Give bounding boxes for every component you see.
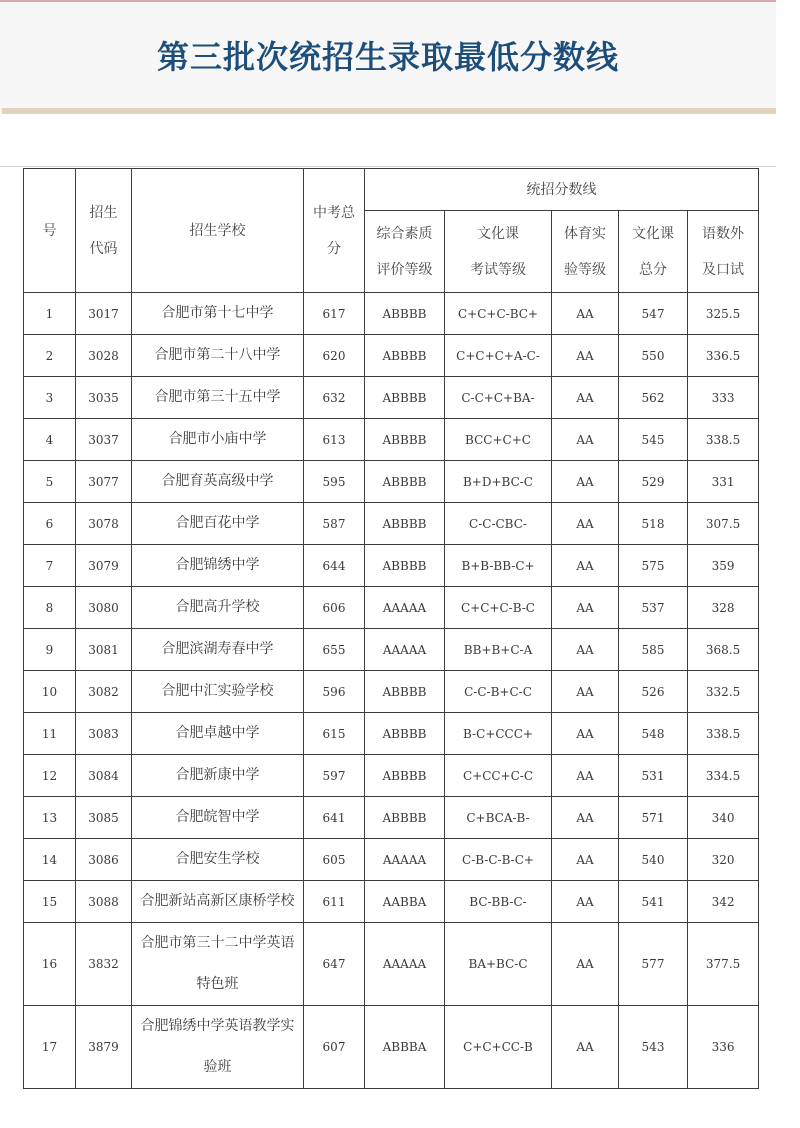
cell-pe-grade: AA [552, 377, 619, 419]
school-name-line: 特色班 [196, 976, 239, 992]
cell-culture-grade: C-C+C+BA- [445, 377, 552, 419]
cell-pe-grade: AA [552, 671, 619, 713]
table-row [24, 671, 759, 713]
cell-code: 3879 [76, 1006, 132, 1089]
title-banner [0, 0, 776, 112]
cell-culture-total: 529 [619, 461, 688, 503]
header-index: 号 [24, 169, 76, 293]
table-row [24, 923, 759, 1006]
table-row [24, 377, 759, 419]
header-quality-line1: 综合素质 [376, 225, 433, 242]
cell-code: 3832 [76, 923, 132, 1006]
header-cme-line2: 及口试 [702, 261, 745, 278]
header-pe-grade [552, 211, 619, 293]
cell-culture-total: 585 [619, 629, 688, 671]
school-name-line: 合肥市小庙中学 [168, 431, 267, 447]
school-name-line: 合肥育英高级中学 [161, 473, 274, 489]
cell-index: 8 [24, 587, 76, 629]
cell-school [132, 587, 304, 629]
cell-culture-total: 547 [619, 293, 688, 335]
cell-culture-grade: C-C-CBC- [445, 503, 552, 545]
cell-index: 11 [24, 713, 76, 755]
cell-index: 9 [24, 629, 76, 671]
cell-total: 647 [304, 923, 365, 1006]
table-row [24, 713, 759, 755]
cell-culture-total: 550 [619, 335, 688, 377]
cell-culture-total: 548 [619, 713, 688, 755]
cell-culture-total: 526 [619, 671, 688, 713]
table-row [24, 419, 759, 461]
cell-quality-grade: ABBBB [365, 755, 445, 797]
cell-code: 3086 [76, 839, 132, 881]
cell-culture-total: 518 [619, 503, 688, 545]
cell-quality-grade: ABBBB [365, 545, 445, 587]
cell-code: 3088 [76, 881, 132, 923]
cell-culture-grade: C+C+C-B-C [445, 587, 552, 629]
cell-cme-oral: 320 [688, 839, 759, 881]
cell-code: 3082 [76, 671, 132, 713]
cell-cme-oral: 328 [688, 587, 759, 629]
header-total [304, 169, 365, 293]
table-row [24, 545, 759, 587]
cell-total: 644 [304, 545, 365, 587]
header-cme-line1: 语数外 [702, 225, 745, 242]
table-row [24, 881, 759, 923]
school-name-line: 合肥市第三十二中学英语 [140, 935, 295, 951]
cell-index: 7 [24, 545, 76, 587]
cell-culture-grade: C+BCA-B- [445, 797, 552, 839]
header-culture-total-line2: 总分 [639, 261, 667, 278]
cell-school [132, 545, 304, 587]
cell-quality-grade: ABBBB [365, 713, 445, 755]
header-culture-grade-line1: 文化课 [477, 225, 519, 242]
cell-school [132, 293, 304, 335]
cell-pe-grade: AA [552, 881, 619, 923]
score-table [23, 168, 759, 1089]
cell-quality-grade: ABBBB [365, 293, 445, 335]
cell-culture-total: 571 [619, 797, 688, 839]
cell-culture-total: 541 [619, 881, 688, 923]
cell-total: 605 [304, 839, 365, 881]
cell-school [132, 671, 304, 713]
header-culture-grade [445, 211, 552, 293]
cell-total: 641 [304, 797, 365, 839]
cell-culture-grade: BA+BC-C [445, 923, 552, 1006]
cell-cme-oral: 325.5 [688, 293, 759, 335]
cell-code: 3079 [76, 545, 132, 587]
school-name-line: 合肥高升学校 [175, 599, 260, 615]
school-name-line: 合肥新站高新区康桥学校 [140, 893, 295, 909]
header-group-cutoff: 统招分数线 [365, 169, 759, 211]
school-name-line: 合肥市第三十五中学 [154, 389, 281, 405]
school-name-line: 合肥皖智中学 [175, 809, 260, 825]
cell-quality-grade: ABBBB [365, 671, 445, 713]
cell-school [132, 461, 304, 503]
cell-quality-grade: ABBBA [365, 1006, 445, 1089]
header-quality-grade [365, 211, 445, 293]
cell-school [132, 839, 304, 881]
cell-cme-oral: 359 [688, 545, 759, 587]
header-culture-total-line1: 文化课 [632, 225, 674, 242]
cell-school [132, 377, 304, 419]
cell-pe-grade: AA [552, 797, 619, 839]
table-row [24, 587, 759, 629]
table-row [24, 335, 759, 377]
cell-pe-grade: AA [552, 629, 619, 671]
header-school: 招生学校 [132, 169, 304, 293]
banner-bottom-border [2, 108, 776, 114]
cell-pe-grade: AA [552, 713, 619, 755]
cell-total: 596 [304, 671, 365, 713]
cell-school [132, 755, 304, 797]
cell-culture-total: 537 [619, 587, 688, 629]
cell-total: 620 [304, 335, 365, 377]
cell-culture-grade: C+C+C-BC+ [445, 293, 552, 335]
cell-index: 6 [24, 503, 76, 545]
cell-code: 3083 [76, 713, 132, 755]
cell-pe-grade: AA [552, 461, 619, 503]
school-name-line: 合肥滨湖寿春中学 [161, 641, 274, 657]
table-row [24, 1006, 759, 1089]
cell-total: 595 [304, 461, 365, 503]
table-row [24, 797, 759, 839]
school-name-line: 合肥安生学校 [175, 851, 260, 867]
cell-culture-grade: C+CC+C-C [445, 755, 552, 797]
cell-index: 17 [24, 1006, 76, 1089]
cell-quality-grade: ABBBB [365, 419, 445, 461]
cell-code: 3035 [76, 377, 132, 419]
school-name-line: 合肥新康中学 [175, 767, 260, 783]
cell-cme-oral: 333 [688, 377, 759, 419]
cell-total: 655 [304, 629, 365, 671]
cell-code: 3085 [76, 797, 132, 839]
cell-cme-oral: 338.5 [688, 419, 759, 461]
header-pe-line1: 体育实 [564, 225, 606, 242]
table-row [24, 629, 759, 671]
cell-index: 13 [24, 797, 76, 839]
table-body [24, 293, 759, 1089]
cell-code: 3028 [76, 335, 132, 377]
cell-school [132, 503, 304, 545]
header-quality-line2: 评价等级 [376, 261, 433, 278]
cell-index: 3 [24, 377, 76, 419]
cell-cme-oral: 340 [688, 797, 759, 839]
header-culture-total [619, 211, 688, 293]
header-total-line1: 中考总 [313, 204, 355, 221]
cell-culture-grade: BCC+C+C [445, 419, 552, 461]
cell-total: 587 [304, 503, 365, 545]
cell-culture-grade: B-C+CCC+ [445, 713, 552, 755]
cell-index: 2 [24, 335, 76, 377]
cell-quality-grade: ABBBB [365, 503, 445, 545]
cell-total: 606 [304, 587, 365, 629]
cell-quality-grade: AAAAA [365, 839, 445, 881]
cell-culture-total: 543 [619, 1006, 688, 1089]
school-name-line: 合肥锦绣中学 [175, 557, 260, 573]
header-pe-line2: 验等级 [564, 261, 606, 278]
cell-quality-grade: ABBBB [365, 377, 445, 419]
cell-pe-grade: AA [552, 923, 619, 1006]
header-total-line2: 分 [327, 240, 341, 257]
cell-total: 632 [304, 377, 365, 419]
cell-index: 10 [24, 671, 76, 713]
cell-pe-grade: AA [552, 755, 619, 797]
school-name-line: 合肥卓越中学 [175, 725, 260, 741]
cell-school [132, 1006, 304, 1089]
cell-quality-grade: AAAAA [365, 587, 445, 629]
cell-school [132, 629, 304, 671]
cell-index: 5 [24, 461, 76, 503]
cell-culture-total: 577 [619, 923, 688, 1006]
cell-culture-grade: C-B-C-B-C+ [445, 839, 552, 881]
cell-total: 607 [304, 1006, 365, 1089]
cell-cme-oral: 368.5 [688, 629, 759, 671]
cell-cme-oral: 377.5 [688, 923, 759, 1006]
cell-quality-grade: AABBA [365, 881, 445, 923]
header-code-line2: 代码 [89, 240, 118, 257]
cell-pe-grade: AA [552, 839, 619, 881]
cell-cme-oral: 338.5 [688, 713, 759, 755]
cell-code: 3081 [76, 629, 132, 671]
cell-culture-grade: C+C+CC-B [445, 1006, 552, 1089]
cell-quality-grade: AAAAA [365, 923, 445, 1006]
cell-school [132, 419, 304, 461]
cell-code: 3077 [76, 461, 132, 503]
cell-quality-grade: ABBBB [365, 335, 445, 377]
cell-quality-grade: ABBBB [365, 461, 445, 503]
school-name-line: 合肥百花中学 [175, 515, 260, 531]
cell-culture-grade: BB+B+C-A [445, 629, 552, 671]
cell-school [132, 797, 304, 839]
cell-index: 16 [24, 923, 76, 1006]
cell-total: 597 [304, 755, 365, 797]
header-culture-grade-line2: 考试等级 [470, 261, 526, 278]
cell-culture-total: 575 [619, 545, 688, 587]
cell-cme-oral: 332.5 [688, 671, 759, 713]
cell-cme-oral: 334.5 [688, 755, 759, 797]
table-row [24, 755, 759, 797]
cell-index: 15 [24, 881, 76, 923]
cell-code: 3084 [76, 755, 132, 797]
cell-total: 613 [304, 419, 365, 461]
cell-pe-grade: AA [552, 587, 619, 629]
cell-pe-grade: AA [552, 1006, 619, 1089]
table-header [24, 169, 759, 293]
cell-culture-grade: C+C+C+A-C- [445, 335, 552, 377]
header-cme-oral [688, 211, 759, 293]
cell-pe-grade: AA [552, 335, 619, 377]
cell-index: 1 [24, 293, 76, 335]
cell-pe-grade: AA [552, 293, 619, 335]
cell-culture-grade: C-C-B+C-C [445, 671, 552, 713]
cell-culture-grade: B+D+BC-C [445, 461, 552, 503]
cell-cme-oral: 336 [688, 1006, 759, 1089]
cell-culture-total: 545 [619, 419, 688, 461]
cell-cme-oral: 307.5 [688, 503, 759, 545]
cell-cme-oral: 331 [688, 461, 759, 503]
cell-culture-grade: BC-BB-C- [445, 881, 552, 923]
table-row [24, 839, 759, 881]
table-row [24, 503, 759, 545]
cell-cme-oral: 336.5 [688, 335, 759, 377]
school-name-line: 合肥市第十七中学 [161, 305, 274, 321]
cell-culture-total: 531 [619, 755, 688, 797]
cell-code: 3078 [76, 503, 132, 545]
table-row [24, 461, 759, 503]
cell-culture-grade: B+B-BB-C+ [445, 545, 552, 587]
cell-quality-grade: AAAAA [365, 629, 445, 671]
table-row [24, 293, 759, 335]
school-name-line: 验班 [203, 1059, 232, 1075]
page-title: 第三批次统招生录取最低分数线 [156, 38, 619, 76]
cell-index: 4 [24, 419, 76, 461]
cell-index: 12 [24, 755, 76, 797]
cell-total: 617 [304, 293, 365, 335]
cell-pe-grade: AA [552, 503, 619, 545]
cell-code: 3017 [76, 293, 132, 335]
cell-index: 14 [24, 839, 76, 881]
school-name-line: 合肥市第二十八中学 [154, 347, 281, 363]
cell-school [132, 881, 304, 923]
cell-culture-total: 562 [619, 377, 688, 419]
cell-culture-total: 540 [619, 839, 688, 881]
cell-pe-grade: AA [552, 545, 619, 587]
cell-code: 3080 [76, 587, 132, 629]
cell-cme-oral: 342 [688, 881, 759, 923]
school-name-line: 合肥锦绣中学英语教学实 [140, 1018, 295, 1034]
cell-school [132, 713, 304, 755]
cell-pe-grade: AA [552, 419, 619, 461]
school-name-line: 合肥中汇实验学校 [161, 683, 274, 699]
cell-quality-grade: ABBBB [365, 797, 445, 839]
cell-school [132, 335, 304, 377]
cell-code: 3037 [76, 419, 132, 461]
table-top-rule [0, 166, 776, 167]
header-code-line1: 招生 [89, 204, 118, 221]
header-code [76, 169, 132, 293]
cell-total: 611 [304, 881, 365, 923]
cell-total: 615 [304, 713, 365, 755]
cell-school [132, 923, 304, 1006]
